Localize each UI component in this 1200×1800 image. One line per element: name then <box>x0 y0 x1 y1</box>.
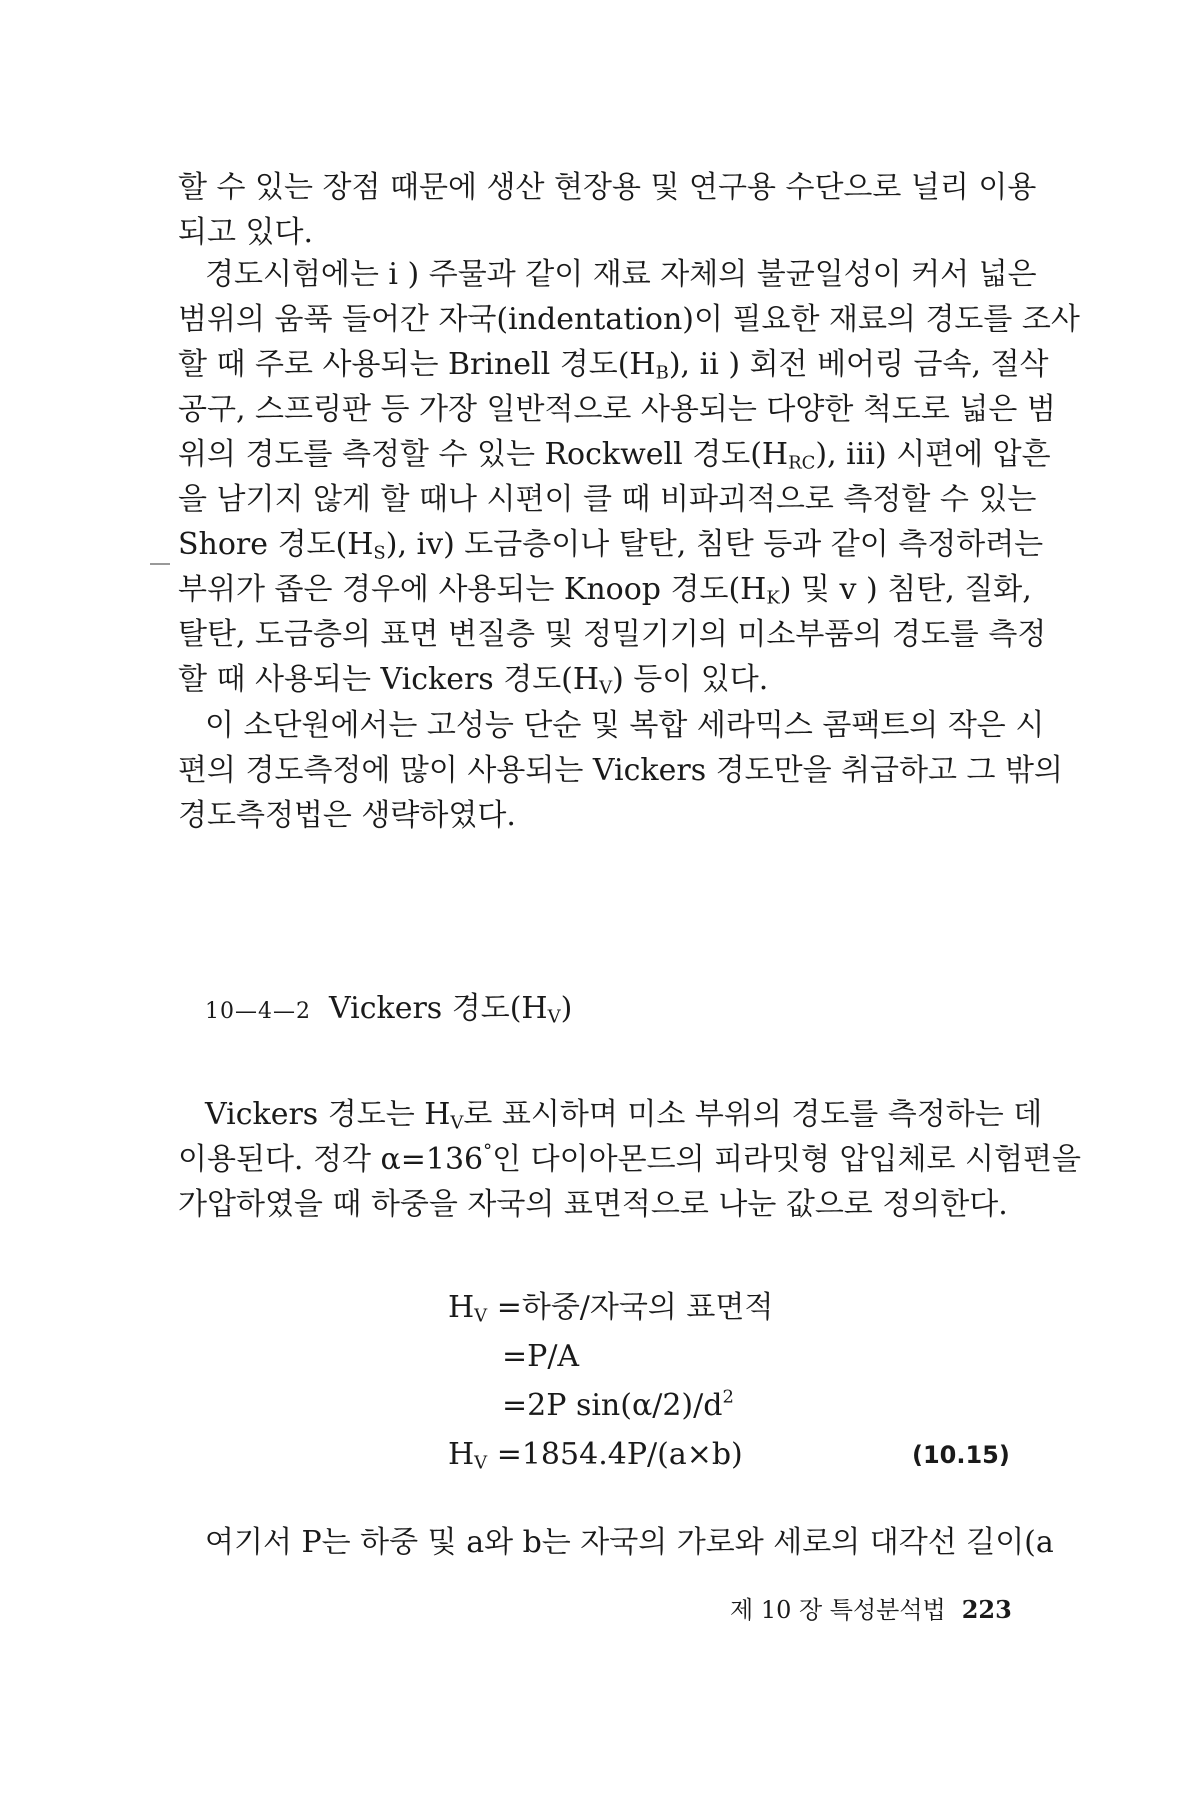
text-run: ), iv) 도금층이나 탈탄, 침탄 등과 같이 측정하려는 <box>385 527 1044 562</box>
subscript: V <box>547 1006 561 1028</box>
text-run: 할 때 주로 사용되는 Brinell 경도(H <box>178 347 656 382</box>
subscript: B <box>655 362 669 384</box>
equation-line <box>448 1285 773 1331</box>
section-heading <box>205 986 572 1032</box>
section-title-end: ) <box>560 991 573 1026</box>
subscript: V <box>474 1305 488 1327</box>
section-number: 10—4—2 <box>205 999 311 1024</box>
subscript: V <box>599 677 613 699</box>
subscript: V <box>474 1452 488 1474</box>
paragraph-line <box>178 432 1051 478</box>
text-run: H <box>448 1437 475 1472</box>
paragraph-line <box>178 522 1044 568</box>
text-run: 할 때 사용되는 Vickers 경도(H <box>178 662 600 697</box>
text-run: 위의 경도를 측정할 수 있는 Rockwell 경도(H <box>178 437 789 472</box>
paragraph-line: 범위의 움푹 들어간 자국(indentation)이 필요한 재료의 경도를 조사 <box>178 302 1080 337</box>
paragraph-line: 탈탄, 도금층의 표면 변질층 및 정밀기기의 미소부품의 경도를 측정 <box>178 617 1047 652</box>
section-title: Vickers 경도(H <box>329 991 548 1026</box>
paragraph-line <box>178 1137 1081 1183</box>
equation-line <box>502 1383 734 1429</box>
text-run: ) 및 v ) 침탄, 질화, <box>779 572 1032 607</box>
text-run: ) 등이 있다. <box>612 662 769 697</box>
paragraph-line <box>205 1092 1043 1138</box>
paragraph-line <box>178 657 1020 703</box>
paragraph-line: 할 수 있는 장점 때문에 생산 현장용 및 연구용 수단으로 널리 이용 <box>178 170 1037 205</box>
paragraph-line <box>178 342 1049 388</box>
text-run: 이용된다. 정각 α=136 <box>178 1142 484 1177</box>
text-run: Shore 경도(H <box>178 527 374 562</box>
subscript: RC <box>788 452 816 474</box>
text-run: =1854.4P/(a×b) <box>487 1437 743 1472</box>
paragraph-line: 되고 있다. <box>178 215 313 250</box>
paragraph-line: 을 남기지 않게 할 때나 시편이 클 때 비파괴적으로 측정할 수 있는 <box>178 482 1037 517</box>
text-run: H <box>448 1290 475 1325</box>
subscript: K <box>766 587 780 609</box>
margin-mark <box>150 563 170 565</box>
text-run: 인 다이아몬드의 피라밋형 압입체로 시험편을 <box>492 1142 1081 1177</box>
paragraph-line: 이 소단원에서는 고성능 단순 및 복합 세라믹스 콤팩트의 작은 시 <box>205 708 1045 743</box>
text-run: ), ii ) 회전 베어링 금속, 절삭 <box>668 347 1049 382</box>
text-run: =2P sin(α/2)/d <box>502 1388 723 1423</box>
page-footer <box>730 1590 1012 1630</box>
superscript: 2 <box>722 1386 734 1408</box>
paragraph-line: 경도측정법은 생략하였다. <box>178 798 516 833</box>
text-run: =하중/자국의 표면적 <box>487 1290 774 1325</box>
paragraph-line <box>178 567 1032 613</box>
paragraph-line: 공구, 스프링판 등 가장 일반적으로 사용되는 다양한 척도로 넓은 범 <box>178 392 1056 427</box>
paragraph-line: 편의 경도측정에 많이 사용되는 Vickers 경도만을 취급하고 그 밖의 <box>178 753 1064 788</box>
text-run: Vickers 경도는 H <box>205 1097 451 1132</box>
equation-line <box>448 1432 743 1478</box>
subscript: S <box>373 542 386 564</box>
equation-line: =P/A <box>502 1339 580 1374</box>
page-number: 223 <box>961 1595 1012 1624</box>
subscript: V <box>450 1112 464 1134</box>
superscript: ° <box>483 1140 493 1162</box>
chapter-title: 제 10 장 특성분석법 <box>730 1596 946 1624</box>
paragraph-line: 여기서 P는 하중 및 a와 b는 자국의 가로와 세로의 대각선 길이(a <box>205 1525 1054 1560</box>
text-run: 부위가 좁은 경우에 사용되는 Knoop 경도(H <box>178 572 767 607</box>
paragraph-line: 경도시험에는 i ) 주물과 같이 재료 자체의 불균일성이 커서 넓은 <box>205 257 1037 292</box>
text-run: 로 표시하며 미소 부위의 경도를 측정하는 데 <box>463 1097 1043 1132</box>
paragraph-line: 가압하였을 때 하중을 자국의 표면적으로 나눈 값으로 정의한다. <box>178 1187 1008 1222</box>
text-run: ), iii) 시편에 압흔 <box>815 437 1051 472</box>
equation-number: (10.15) <box>912 1441 1010 1469</box>
